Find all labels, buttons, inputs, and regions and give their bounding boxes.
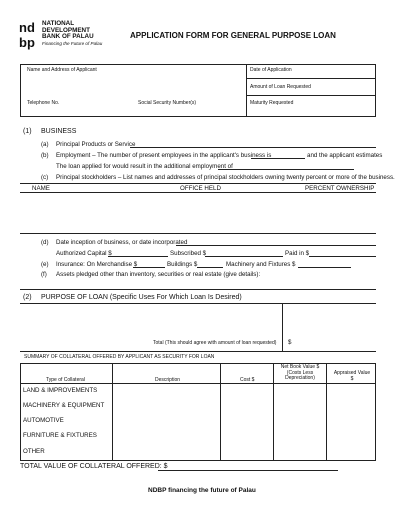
- stockholders-entry-area[interactable]: [20, 193, 376, 231]
- ndbp-logo-icon: [18, 20, 40, 50]
- date-application-label: Date of Application: [250, 67, 292, 73]
- svg-text:nd: nd: [19, 20, 35, 35]
- section-2-title: PURPOSE OF LOAN (Specific Uses For Which Loan Is Desired): [41, 294, 242, 301]
- item-a-marker: (a): [41, 141, 49, 148]
- employees-count-field[interactable]: [251, 158, 305, 159]
- principal-products-field[interactable]: [130, 147, 376, 148]
- buildings-label: Buildings $: [167, 261, 198, 268]
- collateral-row-automotive: AUTOMOTIVE: [23, 417, 64, 424]
- name-address-field[interactable]: [22, 74, 244, 98]
- form-title: APPLICATION FORM FOR GENERAL PURPOSE LOAN: [130, 31, 336, 40]
- collateral-summary-label: SUMMARY OF COLLATERAL OFFERED BY APPLICANT AS SECURITY FOR LOAN: [24, 354, 215, 360]
- collateral-row-furniture: FURNITURE & FIXTURES: [23, 432, 97, 439]
- header-appraised-value: Appraised Value $: [333, 370, 371, 382]
- telephone-field[interactable]: [70, 98, 134, 114]
- maturity-requested-label: Maturity Requested: [250, 100, 294, 106]
- purpose-total-field[interactable]: [295, 337, 376, 349]
- subscribed-label: Subscribed $: [170, 250, 207, 257]
- section-1-title: BUSINESS: [41, 128, 77, 135]
- inception-date-label: Date inception of business, or date incorporated: [56, 239, 188, 246]
- purpose-total-label: Total (This should agree with amount of loan requested): [153, 340, 277, 346]
- machinery-fixtures-field[interactable]: [298, 267, 351, 268]
- amount-requested-field[interactable]: [248, 89, 374, 94]
- svg-text:bp: bp: [19, 35, 35, 50]
- authorized-capital-label: Authorized Capital $: [56, 250, 112, 257]
- item-b-marker: (b): [41, 152, 49, 159]
- bank-name-line-1: NATIONAL: [42, 20, 75, 27]
- date-application-field[interactable]: [248, 72, 374, 77]
- col-office-header: OFFICE HELD: [180, 185, 221, 192]
- telephone-label: Telephone No.: [27, 100, 60, 106]
- section-2-number: (2): [23, 294, 32, 301]
- purpose-total-dollar: $: [288, 339, 292, 346]
- inception-date-field[interactable]: [176, 245, 376, 246]
- section-1-number: (1): [23, 128, 32, 135]
- authorized-capital-field[interactable]: [108, 256, 168, 257]
- bank-name-line-3: BANK OF PALAU: [42, 33, 94, 40]
- header-net-book-value: Net Book Value $ (Costs Less Depreciation): [280, 364, 320, 382]
- collateral-row-land: LAND & IMPROVEMENTS: [23, 387, 98, 394]
- subscribed-field[interactable]: [205, 256, 283, 257]
- header-cost: Cost $: [240, 377, 255, 383]
- ssn-field[interactable]: [196, 98, 244, 114]
- collateral-row-machinery: MACHINERY & EQUIPMENT: [23, 402, 105, 409]
- header-description: Description: [155, 377, 181, 383]
- purpose-amount-area[interactable]: [283, 304, 376, 337]
- paid-in-label: Paid in $: [285, 250, 310, 257]
- total-collateral-field[interactable]: [158, 470, 338, 471]
- machinery-fixtures-label: Machinery and Fixtures $: [226, 261, 296, 268]
- assets-pledged-field[interactable]: [20, 279, 376, 289]
- name-address-label: Name and Address of Applicant: [27, 67, 97, 73]
- insurance-merchandise-field[interactable]: [133, 267, 165, 268]
- bank-tagline: Financing the Future of Palau: [42, 40, 103, 46]
- additional-employment-label: The loan applied for would result in the additional employment of: [56, 163, 233, 170]
- item-f-marker: (f): [41, 271, 47, 278]
- employment-label: Employment – The number of present employees in the applicant's business is: [56, 152, 272, 159]
- buildings-field[interactable]: [197, 267, 223, 268]
- bank-logo: [18, 20, 110, 52]
- additional-employment-field[interactable]: [218, 169, 354, 170]
- stockholders-label: Principal stockholders – List names and addresses of principal stockholders owning twenty percent or more of the business.: [56, 174, 395, 181]
- header-type-collateral: Type of Collateral: [46, 377, 85, 383]
- collateral-entry-area[interactable]: [113, 384, 375, 460]
- col-name-header: NAME: [32, 185, 50, 192]
- employment-label-end: and the applicant estimates: [307, 152, 383, 159]
- item-e-marker: (e): [41, 261, 49, 268]
- insurance-merchandise-label: Insurance: On Merchandise $: [56, 261, 138, 268]
- maturity-requested-field[interactable]: [248, 106, 374, 115]
- principal-products-label: Principal Products or Service: [56, 141, 136, 148]
- total-collateral-label: TOTAL VALUE OF COLLATERAL OFFERED: $: [20, 463, 168, 470]
- item-d-marker: (d): [41, 239, 49, 246]
- amount-requested-label: Amount of Loan Requested: [250, 84, 311, 90]
- item-c-marker: (c): [41, 174, 49, 181]
- ssn-label: Social Security Number(s): [138, 100, 197, 106]
- collateral-row-other: OTHER: [23, 448, 45, 455]
- assets-pledged-label: Assets pledged other than inventory, securities or real estate (give details):: [56, 271, 261, 278]
- paid-in-field[interactable]: [309, 256, 376, 257]
- purpose-entry-area[interactable]: [20, 304, 282, 337]
- bank-name-line-2: DEVELOPMENT: [42, 26, 90, 34]
- col-percent-header: PERCENT OWNERSHIP: [305, 185, 375, 192]
- footer-text: NDBP financing the future of Palau: [148, 487, 256, 494]
